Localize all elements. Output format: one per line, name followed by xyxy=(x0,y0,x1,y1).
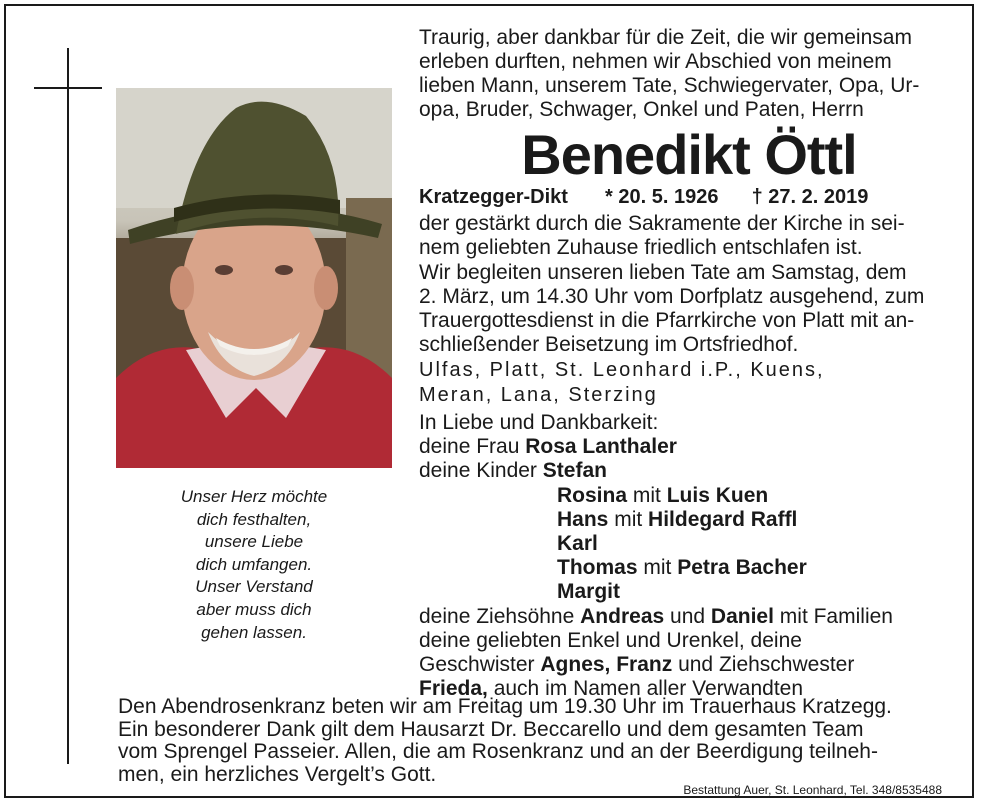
quote-line: Unser Herz möchte xyxy=(180,487,328,506)
label: und Ziehschwester xyxy=(678,653,855,677)
child-name: Hans xyxy=(557,507,609,531)
intro-line: opa, Bruder, Schwager, Onkel und Paten, Herrn xyxy=(419,98,864,121)
siblings-line xyxy=(419,653,893,677)
quote-line: Unser Verstand xyxy=(195,577,313,597)
announcement-line: Wir begleiten unseren lieben Tate am Samstag, dem xyxy=(419,260,907,284)
announcement-line: schließender Beisetzung im Ortsfriedhof. xyxy=(419,333,799,357)
connector: und xyxy=(670,604,706,628)
child-name: Margit xyxy=(557,580,620,604)
intro-line: erleben durften, nehmen wir Abschied von meinem xyxy=(419,50,892,73)
closing-text xyxy=(118,696,892,786)
partner-name: Hildegard Raffl xyxy=(648,507,798,531)
obituary-frame xyxy=(4,4,974,798)
announcement-line: Trauergottesdienst in die Pfarrkirche von Platt mit an- xyxy=(419,309,915,333)
label: deine Frau xyxy=(419,435,520,459)
partner-name: Luis Kuen xyxy=(666,483,769,507)
child-line xyxy=(419,556,893,580)
intro-text xyxy=(419,26,919,122)
wife-line xyxy=(419,435,893,459)
label: auch im Namen aller Verwandten xyxy=(493,677,804,701)
child-line xyxy=(419,484,893,508)
foster-son-name: Andreas xyxy=(580,604,665,628)
grandchildren-line: deine geliebten Enkel und Urenkel, deine xyxy=(419,628,802,652)
connector: mit xyxy=(614,507,643,531)
quote-line: dich umfangen. xyxy=(195,554,313,574)
announcement-line: der gestärkt durch die Sakramente der Kirche in sei- xyxy=(419,212,905,235)
connector: mit xyxy=(632,483,661,507)
child-name: Rosina xyxy=(557,483,628,507)
label: deine Ziehsöhne xyxy=(419,604,575,628)
places-line: Meran, Lana, Sterzing xyxy=(419,383,658,406)
label: deine Kinder xyxy=(419,459,537,483)
foster-son-name: Daniel xyxy=(710,604,774,628)
wife-name: Rosa Lanthaler xyxy=(525,435,677,459)
residence-name: Kratzegger-Dikt xyxy=(419,186,568,208)
portrait-photo xyxy=(116,88,392,468)
cross-icon-horizontal xyxy=(34,87,102,89)
birth-date: * 20. 5. 1926 xyxy=(605,186,719,208)
announcement-line: 2. März, um 14.30 Uhr vom Dorfplatz ausgehend, zum xyxy=(419,284,925,308)
intro-line: lieben Mann, unserem Tate, Schwiegervater, Opa, Ur- xyxy=(419,74,920,97)
closing-line: vom Sprengel Passeier. Allen, die am Rosenkranz und an der Beerdigung teilneh- xyxy=(118,740,878,764)
partner-name: Petra Bacher xyxy=(677,556,807,580)
child-name: Stefan xyxy=(542,459,607,483)
connector: mit xyxy=(643,556,672,580)
foster-sons-line xyxy=(419,605,893,629)
places-list xyxy=(419,358,825,407)
child-line xyxy=(419,580,893,604)
mourners-list xyxy=(419,411,893,701)
children-line xyxy=(419,459,893,483)
child-name: Thomas xyxy=(557,556,638,580)
intro-line: Traurig, aber dankbar für die Zeit, die wir gemeinsam xyxy=(419,26,912,49)
quote-line: unsere Liebe xyxy=(204,532,304,552)
mourners-intro: In Liebe und Dankbarkeit: xyxy=(419,411,659,434)
closing-line: Den Abendrosenkranz beten wir am Freitag um 19.30 Uhr im Trauerhaus Kratzegg. xyxy=(118,695,892,718)
quote-line: dich festhalten, xyxy=(196,509,312,529)
death-date: † 27. 2. 2019 xyxy=(751,186,869,208)
closing-line: men, ein herzliches Vergelt’s Gott. xyxy=(118,762,437,786)
foster-sister-name: Frieda, xyxy=(419,677,488,701)
places-line: Ulfas, Platt, St. Leonhard i.P., Kuens, xyxy=(419,359,825,381)
funeral-announcement xyxy=(419,212,924,358)
child-line xyxy=(419,508,893,532)
quote-line: aber muss dich xyxy=(196,599,312,619)
child-line xyxy=(419,532,893,556)
label: Geschwister xyxy=(419,653,535,677)
memorial-quote xyxy=(136,486,372,644)
announcement-line: nem geliebten Zuhause friedlich entschlafen ist. xyxy=(419,236,863,260)
deceased-name: Benedikt Öttl xyxy=(521,123,857,186)
closing-line: Ein besonderer Dank gilt dem Hausarzt Dr. Beccarello und dem gesamten Team xyxy=(118,717,864,741)
child-name: Karl xyxy=(557,532,598,556)
undertaker-credit: Bestattung Auer, St. Leonhard, Tel. 348/8535488 xyxy=(683,783,942,797)
life-dates xyxy=(419,184,868,210)
label: mit Familien xyxy=(779,604,893,628)
siblings-names: Agnes, Franz xyxy=(540,653,673,677)
quote-line: gehen lassen. xyxy=(201,622,307,642)
cross-icon-vertical xyxy=(67,48,69,764)
